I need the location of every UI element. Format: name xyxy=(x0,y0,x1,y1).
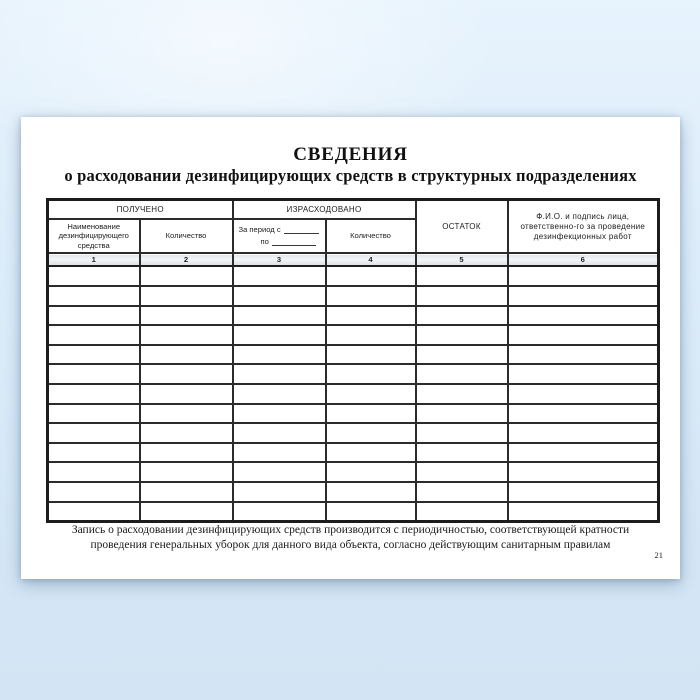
empty-cell xyxy=(326,345,416,365)
table-row xyxy=(48,462,659,482)
table-row xyxy=(48,384,659,404)
table-row xyxy=(48,345,659,365)
footer-note-line: проведения генеральных уборок для данного вида объекта, согласно действующим санитарным правилам xyxy=(90,538,611,551)
period-from-line xyxy=(239,225,321,235)
table-row xyxy=(48,266,659,286)
empty-cell xyxy=(416,423,508,443)
disinfectant-usage-table xyxy=(46,198,660,523)
empty-cell xyxy=(508,325,659,345)
column-number: 4 xyxy=(326,253,416,266)
empty-cell xyxy=(416,482,508,502)
empty-cell xyxy=(48,286,140,306)
table-body xyxy=(48,266,659,521)
header-remainder: ОСТАТОК xyxy=(416,200,508,254)
empty-cell xyxy=(233,306,326,326)
empty-cell xyxy=(508,384,659,404)
empty-cell xyxy=(508,266,659,286)
header-period xyxy=(233,219,326,253)
empty-cell xyxy=(48,325,140,345)
empty-cell xyxy=(326,443,416,463)
page-title: СВЕДЕНИЯ xyxy=(293,144,408,165)
empty-cell xyxy=(508,404,659,424)
column-number: 1 xyxy=(48,253,140,266)
empty-cell xyxy=(326,404,416,424)
empty-cell xyxy=(416,404,508,424)
empty-cell xyxy=(48,364,140,384)
empty-cell xyxy=(140,423,233,443)
empty-cell xyxy=(48,384,140,404)
form-page xyxy=(21,117,680,579)
empty-cell xyxy=(140,384,233,404)
empty-cell xyxy=(140,345,233,365)
empty-cell xyxy=(326,286,416,306)
empty-cell xyxy=(326,462,416,482)
column-number: 2 xyxy=(140,253,233,266)
empty-cell xyxy=(508,286,659,306)
empty-cell xyxy=(416,462,508,482)
column-number: 3 xyxy=(233,253,326,266)
empty-cell xyxy=(326,384,416,404)
empty-cell xyxy=(48,266,140,286)
empty-cell xyxy=(48,462,140,482)
group-header-row xyxy=(48,200,659,220)
empty-cell xyxy=(508,502,659,522)
header-spent: ИЗРАСХОДОВАНО xyxy=(233,200,416,220)
footer-note xyxy=(61,523,641,553)
empty-cell xyxy=(508,364,659,384)
table-row xyxy=(48,443,659,463)
empty-cell xyxy=(233,502,326,522)
empty-cell xyxy=(233,384,326,404)
empty-cell xyxy=(48,306,140,326)
table-row xyxy=(48,364,659,384)
page-subtitle: о расходовании дезинфицирующих средств в структурных подразделениях xyxy=(64,166,637,185)
empty-cell xyxy=(508,482,659,502)
empty-cell xyxy=(416,502,508,522)
empty-cell xyxy=(140,462,233,482)
period-to-label: по xyxy=(260,237,269,247)
empty-cell xyxy=(48,423,140,443)
empty-cell xyxy=(140,306,233,326)
column-number: 5 xyxy=(416,253,508,266)
table-row xyxy=(48,482,659,502)
column-number-row xyxy=(48,253,659,266)
empty-cell xyxy=(416,443,508,463)
table-row xyxy=(48,404,659,424)
empty-cell xyxy=(140,364,233,384)
empty-cell xyxy=(326,502,416,522)
empty-cell xyxy=(416,325,508,345)
empty-cell xyxy=(326,423,416,443)
empty-cell xyxy=(508,345,659,365)
empty-cell xyxy=(233,482,326,502)
empty-cell xyxy=(140,502,233,522)
header-quantity-spent: Количество xyxy=(326,219,416,253)
period-to-blank-line xyxy=(272,238,316,246)
empty-cell xyxy=(140,482,233,502)
empty-cell xyxy=(233,325,326,345)
empty-cell xyxy=(416,286,508,306)
header-received: ПОЛУЧЕНО xyxy=(48,200,233,220)
header-responsible: Ф.И.О. и подпись лица, ответственно-го за проведение дезинфекционных работ xyxy=(508,200,659,254)
empty-cell xyxy=(326,364,416,384)
empty-cell xyxy=(508,462,659,482)
period-from-label: За период с xyxy=(238,225,281,235)
table-row xyxy=(48,423,659,443)
page-number: 21 xyxy=(654,550,663,560)
header-name: Наименование дезинфицирующего средства xyxy=(48,219,140,253)
empty-cell xyxy=(140,443,233,463)
header-quantity-received: Количество xyxy=(140,219,233,253)
empty-cell xyxy=(233,286,326,306)
empty-cell xyxy=(233,404,326,424)
empty-cell xyxy=(416,306,508,326)
empty-cell xyxy=(326,325,416,345)
empty-cell xyxy=(508,423,659,443)
empty-cell xyxy=(416,364,508,384)
column-number: 6 xyxy=(508,253,659,266)
table-row xyxy=(48,306,659,326)
period-to-line xyxy=(261,237,321,247)
empty-cell xyxy=(233,266,326,286)
empty-cell xyxy=(233,364,326,384)
empty-cell xyxy=(140,266,233,286)
empty-cell xyxy=(326,266,416,286)
empty-cell xyxy=(48,443,140,463)
empty-cell xyxy=(416,384,508,404)
empty-cell xyxy=(326,306,416,326)
table-row xyxy=(48,325,659,345)
empty-cell xyxy=(140,404,233,424)
empty-cell xyxy=(48,345,140,365)
footer-note-line: Запись о расходовании дезинфицирующих средств производится с периодичностью, соответствующей кратности xyxy=(71,524,630,536)
table-row xyxy=(48,286,659,306)
table-row xyxy=(48,502,659,522)
empty-cell xyxy=(140,286,233,306)
period-from-blank-line xyxy=(284,226,319,234)
empty-cell xyxy=(508,443,659,463)
empty-cell xyxy=(48,404,140,424)
empty-cell xyxy=(508,306,659,326)
empty-cell xyxy=(416,345,508,365)
empty-cell xyxy=(326,482,416,502)
empty-cell xyxy=(233,462,326,482)
empty-cell xyxy=(416,266,508,286)
empty-cell xyxy=(48,502,140,522)
empty-cell xyxy=(233,443,326,463)
empty-cell xyxy=(140,325,233,345)
empty-cell xyxy=(48,482,140,502)
empty-cell xyxy=(233,423,326,443)
empty-cell xyxy=(233,345,326,365)
